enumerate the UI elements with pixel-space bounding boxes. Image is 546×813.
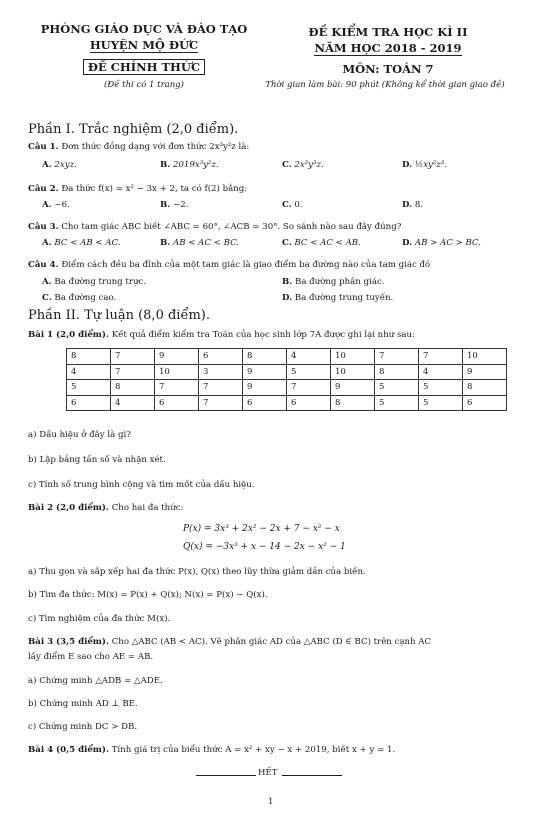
q1-option-a: A. 2xyz.: [42, 160, 77, 170]
bai2-item-b: b) Tìm đa thức: M(x) = P(x) + Q(x); N(x) = P(x) − Q(x).: [28, 590, 268, 600]
q3-option-a: A. BC < AB < AC.: [42, 238, 121, 248]
school-year: NĂM HỌC 2018 - 2019: [314, 41, 462, 55]
bai2-item-c: c) Tìm nghiệm của đa thức M(x).: [28, 614, 171, 624]
table-cell: 8: [331, 395, 375, 411]
bai3-item-a: a) Chứng minh △ADB = △ADE.: [28, 676, 163, 686]
q4-option-c: C. Ba đường cao.: [42, 293, 117, 303]
q2-option-c: C. 0.: [282, 200, 303, 210]
q3-option-c: C. BC < AC < AB.: [282, 238, 361, 248]
table-cell: 8: [243, 349, 287, 365]
table-cell: 7: [419, 349, 463, 365]
table-row: [67, 395, 507, 411]
q4-option-b: B. Ba đường phân giác.: [282, 277, 385, 287]
table-cell: 7: [155, 380, 199, 396]
part1-title: Phần I. Trắc nghiệm (2,0 điểm).: [28, 122, 239, 137]
table-row: [67, 364, 507, 380]
table-cell: 6: [243, 395, 287, 411]
table-cell: 4: [287, 349, 331, 365]
time-note: Thời gian làm bài: 90 phút (Không kể thời gian giao đề): [265, 80, 505, 90]
q3-option-d: D. AB > AC > BC.: [402, 238, 481, 248]
table-cell: 5: [287, 364, 331, 380]
table-cell: 7: [287, 380, 331, 396]
bai1-item-c: c) Tính số trung bình cộng và tìm mốt của dấu hiệu.: [28, 480, 255, 490]
question-1: Câu 1. Đơn thức đồng dạng với đơn thức 2x³y²z là:: [28, 142, 250, 152]
table-cell: 3: [199, 364, 243, 380]
bai1-item-b: b) Lập bảng tần số và nhận xét.: [28, 455, 166, 465]
table-cell: 9: [243, 364, 287, 380]
table-cell: 7: [375, 349, 419, 365]
score-table: [66, 348, 507, 411]
end-marker: HẾT: [258, 768, 278, 778]
table-cell: 10: [331, 364, 375, 380]
q1-option-b: B. 2019x³y²z.: [160, 160, 219, 170]
q1-option-d: D. ½xy²z³.: [402, 160, 448, 170]
table-cell: 6: [67, 395, 111, 411]
q2-option-b: B. −2.: [160, 200, 189, 210]
q3-option-b: B. AB < AC < BC.: [160, 238, 240, 248]
part2-title: Phần II. Tự luận (8,0 điểm).: [28, 308, 210, 323]
page-number: 1: [268, 797, 274, 807]
end-rule-left: [196, 775, 256, 776]
table-cell: 8: [375, 364, 419, 380]
bai3-item-c: c) Chứng minh DC > DB.: [28, 722, 138, 732]
table-cell: 10: [155, 364, 199, 380]
table-row: [67, 380, 507, 396]
table-cell: 6: [155, 395, 199, 411]
table-cell: 8: [463, 380, 507, 396]
table-cell: 8: [67, 349, 111, 365]
table-cell: 6: [199, 349, 243, 365]
table-cell: 7: [111, 349, 155, 365]
bai2-equation-q: Q(x) = −3x³ + x − 14 − 2x − x² − 1: [183, 542, 346, 552]
bai2-prompt: Bài 2 (2,0 điểm). Cho hai đa thức:: [28, 503, 184, 513]
bai3-item-b: b) Chứng minh AD ⊥ BE.: [28, 699, 138, 709]
table-cell: 7: [199, 395, 243, 411]
table-cell: 7: [199, 380, 243, 396]
bai4-prompt: Bài 4 (0,5 điểm). Tính giá trị của biểu thức A = x² + xy − x + 2019, biết x + y = 1.: [28, 745, 396, 755]
table-cell: 6: [287, 395, 331, 411]
table-cell: 4: [419, 364, 463, 380]
table-cell: 9: [155, 349, 199, 365]
table-cell: 9: [331, 380, 375, 396]
table-row: [67, 349, 507, 365]
exam-title: ĐỀ KIỂM TRA HỌC KÌ II: [308, 25, 468, 39]
bai2-equation-p: P(x) = 3x³ + 2x² − 2x + 7 − x² − x: [183, 524, 340, 534]
question-3: Câu 3. Cho tam giác ABC biết ∠ABC = 60°, ∠ACB = 30°. So sánh nào sau đây đúng?: [28, 222, 402, 232]
q2-option-a: A. −6.: [42, 200, 70, 210]
table-cell: 8: [111, 380, 155, 396]
table-cell: 4: [67, 364, 111, 380]
q1-option-c: C. 2x²y³z.: [282, 160, 324, 170]
table-cell: 4: [111, 395, 155, 411]
bai1-prompt: Bài 1 (2,0 điểm). Kết quả điểm kiểm tra Toán của học sinh lớp 7A được ghi lại như sau:: [28, 330, 415, 340]
table-cell: 5: [419, 380, 463, 396]
bai3-prompt-cont: lấy điểm E sao cho AE = AB.: [28, 652, 154, 662]
table-cell: 10: [463, 349, 507, 365]
subject: MÔN: TOÁN 7: [342, 62, 434, 76]
table-cell: 5: [375, 380, 419, 396]
table-cell: 10: [331, 349, 375, 365]
q4-option-a: A. Ba đường trung trực.: [42, 277, 147, 287]
question-2: Câu 2. Đa thức f(x) = x² − 3x + 2, ta có f(2) bằng:: [28, 184, 248, 194]
bai2-item-a: a) Thu gọn và sắp xếp hai đa thức P(x), Q(x) theo lũy thừa giảm dần của biến.: [28, 567, 366, 577]
bai3-prompt: Bài 3 (3,5 điểm). Cho △ABC (AB < AC). Vẽ phân giác AD của △ABC (D ∈ BC) trên cạnh AC: [28, 637, 432, 647]
district-name: HUYỆN MỘ ĐỨC: [89, 38, 199, 52]
table-cell: 6: [463, 395, 507, 411]
pages-note: (Đề thi có 1 trang): [104, 80, 184, 90]
table-cell: 5: [419, 395, 463, 411]
official-label: ĐỀ CHÍNH THỨC: [28, 60, 260, 74]
bai1-item-a: a) Dấu hiệu ở đây là gì?: [28, 430, 131, 440]
table-cell: 7: [111, 364, 155, 380]
question-4: Câu 4. Điểm cách đều ba đỉnh của một tam giác là giao điểm ba đường nào của tam giác đó: [28, 260, 431, 270]
table-cell: 5: [67, 380, 111, 396]
table-cell: 9: [463, 364, 507, 380]
table-cell: 5: [375, 395, 419, 411]
table-cell: 9: [243, 380, 287, 396]
end-rule-right: [282, 775, 342, 776]
q4-option-d: D. Ba đường trung tuyến.: [282, 293, 394, 303]
department-name: PHÒNG GIÁO DỤC VÀ ĐÀO TẠO: [40, 22, 248, 36]
q2-option-d: D. 8.: [402, 200, 424, 210]
